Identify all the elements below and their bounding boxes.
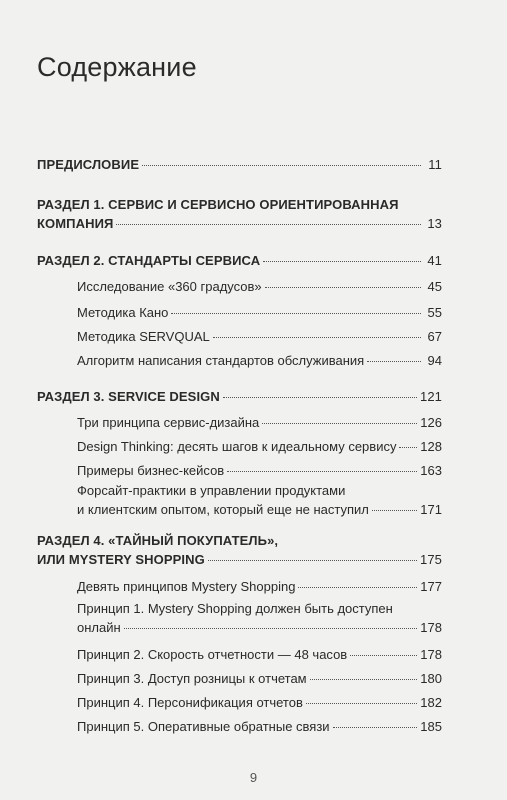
toc-subsection-entry xyxy=(37,277,442,296)
dot-leader xyxy=(262,422,417,424)
toc-entry-title-line: Принцип 1. Mystery Shopping должен быть доступен xyxy=(77,601,393,616)
page-title: Содержание xyxy=(37,52,197,82)
toc-entry-title: РАЗДЕЛ 3. SERVICE DESIGN xyxy=(37,389,220,404)
toc-subsection-entry xyxy=(37,437,442,456)
toc-section-entry xyxy=(37,155,442,174)
dot-leader xyxy=(399,446,417,448)
page-number: 9 xyxy=(249,770,258,785)
toc-entry-page: 126 xyxy=(420,415,442,430)
dot-leader xyxy=(310,678,418,680)
toc-subsection-entry xyxy=(37,303,442,322)
toc-entry-title: Девять принципов Mystery Shopping xyxy=(77,579,296,594)
toc-section-entry xyxy=(37,387,442,406)
toc-entry-title: Принцип 5. Оперативные обратные связи xyxy=(77,719,330,734)
toc-subsection-entry xyxy=(37,413,442,432)
dot-leader xyxy=(223,396,417,398)
toc-entry-title: РАЗДЕЛ 2. СТАНДАРТЫ СЕРВИСА xyxy=(37,253,261,268)
toc-entry-page: 121 xyxy=(420,389,442,404)
toc-entry-page: 185 xyxy=(420,719,442,734)
toc-entry-page: 175 xyxy=(420,552,442,567)
toc-entry-page: 13 xyxy=(427,216,442,231)
toc-section-entry xyxy=(37,531,442,569)
toc-entry-page: 182 xyxy=(420,695,442,710)
dot-leader xyxy=(306,702,417,704)
dot-leader xyxy=(208,559,417,561)
toc-entry-page: 180 xyxy=(420,671,442,686)
toc-entry-page: 45 xyxy=(427,279,442,294)
toc-entry-page: 94 xyxy=(427,353,442,368)
dot-leader xyxy=(213,336,421,338)
toc-subsection-entry xyxy=(37,481,442,519)
dot-leader xyxy=(263,260,421,262)
toc-entry-page: 128 xyxy=(420,439,442,454)
dot-leader xyxy=(298,586,417,588)
toc-entry-page: 177 xyxy=(420,579,442,594)
toc-subsection-entry xyxy=(37,645,442,664)
dot-leader xyxy=(367,360,421,362)
dot-leader xyxy=(372,509,417,511)
toc-entry-page: 67 xyxy=(427,329,442,344)
toc-entry-title-line: Форсайт-практики в управлении продуктами xyxy=(77,483,346,498)
toc-entry-page: 171 xyxy=(420,502,442,517)
toc-subsection-entry xyxy=(37,669,442,688)
toc-entry-page: 163 xyxy=(420,463,442,478)
toc-entry-page: 55 xyxy=(427,305,442,320)
toc-entry-title: Три принципа сервис-дизайна xyxy=(77,415,260,430)
dot-leader xyxy=(142,164,421,166)
dot-leader xyxy=(227,470,417,472)
toc-entry-title: онлайн xyxy=(77,620,121,635)
toc-subsection-entry xyxy=(37,599,442,637)
toc-entry-title: КОМПАНИЯ xyxy=(37,216,114,231)
toc-subsection-entry xyxy=(37,693,442,712)
toc-entry-title: Design Thinking: десять шагов к идеальному сервису xyxy=(77,439,397,454)
toc-subsection-entry xyxy=(37,351,442,370)
toc-entry-title: Принцип 2. Скорость отчетности — 48 часов xyxy=(77,647,348,662)
toc-subsection-entry xyxy=(37,717,442,736)
toc-entry-title: и клиентским опытом, который еще не наступил xyxy=(77,502,369,517)
toc-entry-title: Примеры бизнес-кейсов xyxy=(77,463,225,478)
dot-leader xyxy=(265,286,421,288)
toc-subsection-entry xyxy=(37,327,442,346)
dot-leader xyxy=(333,726,418,728)
dot-leader xyxy=(116,223,421,225)
toc-entry-title: Методика Кано xyxy=(77,305,169,320)
dot-leader xyxy=(171,312,421,314)
toc-subsection-entry xyxy=(37,577,442,596)
toc-entry-page: 178 xyxy=(420,647,442,662)
toc-entry-title: ПРЕДИСЛОВИЕ xyxy=(37,157,140,172)
toc-entry-page: 41 xyxy=(427,253,442,268)
toc-entry-title: Принцип 4. Персонификация отчетов xyxy=(77,695,303,710)
toc-entry-page: 11 xyxy=(428,157,442,172)
dot-leader xyxy=(350,654,417,656)
toc-entry-title: Методика SERVQUAL xyxy=(77,329,210,344)
toc-entry-title: Исследование «360 градусов» xyxy=(77,279,262,294)
toc-entry-page: 178 xyxy=(420,620,442,635)
toc-section-entry xyxy=(37,251,442,270)
toc-entry-title: Принцип 3. Доступ розницы к отчетам xyxy=(77,671,307,686)
toc-section-entry xyxy=(37,195,442,233)
toc-entry-title-line: РАЗДЕЛ 4. «ТАЙНЫЙ ПОКУПАТЕЛЬ», xyxy=(37,533,279,548)
toc-subsection-entry xyxy=(37,461,442,480)
dot-leader xyxy=(124,627,418,629)
toc-entry-title: Алгоритм написания стандартов обслуживания xyxy=(77,353,365,368)
toc-entry-title-line: РАЗДЕЛ 1. СЕРВИС И СЕРВИСНО ОРИЕНТИРОВАННАЯ xyxy=(37,197,399,212)
toc-entry-title: ИЛИ MYSTERY SHOPPING xyxy=(37,552,205,567)
